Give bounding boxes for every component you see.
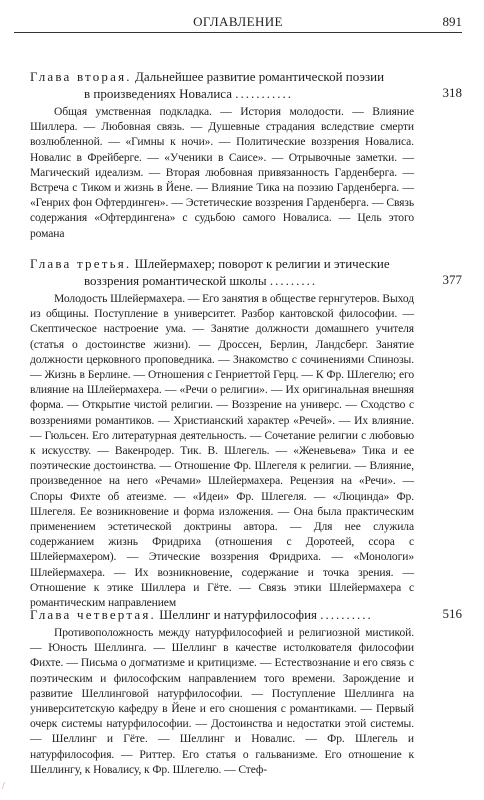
chapter-title-line-2: в произведениях Новалиса — [84, 86, 233, 101]
scan-mark: / — [2, 781, 5, 792]
running-head-title: ОГЛАВЛЕНИЕ — [193, 14, 283, 29]
chapter-title-line-1: Шлейермахер; поворот к религии и этические — [134, 256, 390, 271]
chapter-heading — [30, 255, 410, 289]
dot-leader: .......... — [320, 607, 373, 622]
chapter-abstract: Молодость Шлейермахера. — Его занятия в обществе гернгутеров. Выход из общины. Поступление в университет. Разбор кантовской философии. — Скептическое настроение ума. — Занятие должности домашнего учителя (статья о достоинстве жизни). — Дроссен, Берлин, Ландсберг. Занятие должности церковного проповедника. — Знакомство с сочинениями Спинозы. — Жизнь в Берлине. — Отношения с Генриеттой Герц. — К Фр. Шлегелю; его влияние на Шлейермахера. — «Речи о религии». — Их оригинальная внешняя форма. — Открытие чистой религии. — Воззрение на универс. — Сходство с воззрениями романтиков. — Христианский характер «Речей». — Их влияние. — Гюльсен. Его литературная деятельность. — Сочетание религии с любовью к искусству. — Вакенродер. Тик. В. Шлегель. — «Женевьева» Тика и ее поэтические достоинства. — Отношение Фр. Шлегеля к религии. — Влияние, произведенное на него «Речами» Шлейермахера. Рецензия на «Речи». — Споры Фихте об атеизме. — «Идеи» Фр. Шлегеля. — «Люцинда» Фр. Шлегеля. Ее возникновение и форма изложения. — Она была практическим применением эстетической доктрины автора. — Для нее служила содержанием жизнь Фридриха (отношения с Доротеей, ссора с Шлейермахером). — Этические воззрения Фридриха. — «Монологи» Шлейермахера. — Их возникновение, содержание и точка зрения. — Отношение к этике Шиллера и Гёте. — Связь этики Шлейермахера с романтическим направлением — [30, 293, 414, 610]
running-head — [14, 14, 462, 33]
chapter-title-line-1: Шеллинг и натурфилософия — [159, 607, 318, 622]
chapter-label: Глава четвертая. — [30, 607, 156, 622]
chapter-label: Глава третья. — [30, 256, 132, 271]
chapter-abstract: Противоположность между натурфилософией и религиозной мистикой. — Юность Шеллинга. — Шеллинг в качестве истолкователя философии Фихте. — Письма о догматизме и критицизме. — Естествознание и его связь с поэтическим и философским направлением того времени. Зарождение и развитие Шеллинговой натурфилософии. — Поступление Шеллинга на университетскую кафедру в Йене и его сношения с романтиками. — Первый очерк системы натурфилософии. — Достоинства и недостатки этой системы. — Шеллинг и Гёте. — Шеллинг и Новалис. — Фр. Шлегель и натурфилософия. — Риттер. Его статья о гальванизме. Его отношение к Шеллингу, к Новалису, к Фр. Шлегелю. — Стеф- — [30, 627, 414, 776]
chapter-label: Глава вторая. — [30, 69, 132, 84]
dot-leader: ......... — [269, 273, 318, 288]
chapter-abstract: Общая умственная подкладка. — История молодости. — Влияние Шиллера. — Любовная связь. — Душевные страдания вследствие смерти возлюбленной. — «Гимны к ночи». — Политические воззрения Новалиса. Новалис в Фрейберге. — «Ученики в Саисе». — Отрывочные заметки. — Магический идеализм. — Вторая любовная привязанность Гарденберга. — Встреча с Тиком и жизнь в Йене. — Влияние Тика на поэзию Гарденберга. — «Генрих фон Офтердинген». — Эстетические воззрения Гарденберга. — Связь содержания «Офтердингена» с судьбою самого Новалиса. — Цель этого романа — [30, 106, 414, 240]
chapter-title-line-1: Дальнейшее развитие романтической поэзии — [134, 69, 385, 84]
dot-leader: ........... — [235, 86, 294, 101]
chapter-heading — [30, 68, 410, 102]
chapter-page-number: 516 — [442, 606, 462, 621]
chapter-page-number: 318 — [442, 85, 462, 100]
chapter-heading — [30, 606, 410, 623]
page-number: 891 — [442, 14, 462, 29]
chapter-title-line-2: воззрения романтической школы — [84, 273, 267, 288]
chapter-page-number: 377 — [442, 272, 462, 287]
